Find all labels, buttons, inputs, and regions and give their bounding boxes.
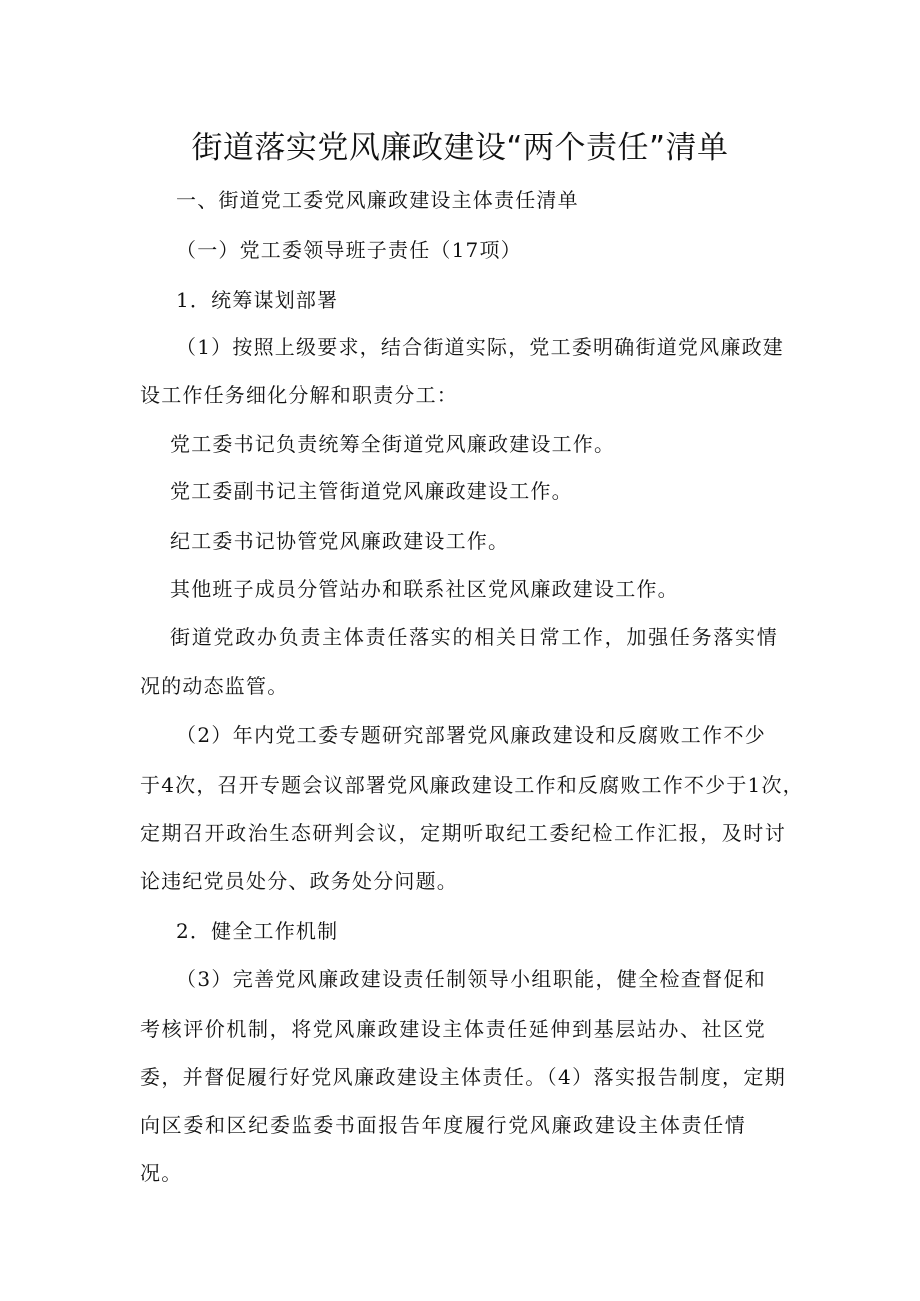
item2-heading: 2．健全工作机制: [176, 919, 339, 943]
section-heading: 一、街道党工委党风廉政建设主体责任清单: [176, 188, 579, 212]
item1-para2-line2: 于4次，召开专题会议部署党风廉政建设工作和反腐败工作不少于1次，: [140, 773, 804, 797]
duty-line-3: 纪工委书记协管党风廉政建设工作。: [170, 529, 510, 553]
duty-line-1: 党工委书记负责统筹全街道党风廉政建设工作。: [170, 432, 616, 456]
item1-heading: 1．统筹谋划部署: [176, 288, 339, 312]
office-line-1: 街道党政办负责主体责任落实的相关日常工作，加强任务落实情: [170, 625, 778, 649]
office-line-2: 况的动态监管。: [140, 674, 289, 698]
item1-para2-line4: 论违纪党员处分、政务处分问题。: [140, 869, 458, 893]
duty-line-4: 其他班子成员分管站办和联系社区党风廉政建设工作。: [170, 577, 679, 601]
item2-para1-line1: （3）完善党风廉政建设责任制领导小组职能，健全检查督促和: [176, 967, 766, 991]
item1-para1-line2: 设工作任务细化分解和职责分工：: [140, 383, 458, 407]
item1-para2-line1: （2）年内党工委专题研究部署党风廉政建设和反腐败工作不少: [176, 723, 766, 747]
item1-para2-line3: 定期召开政治生态研判会议，定期听取纪工委纪检工作汇报，及时讨: [140, 821, 786, 845]
item2-para1-line2: 考核评价机制，将党风廉政建设主体责任延伸到基层站办、社区党: [140, 1017, 766, 1041]
item1-para1-line1: （1）按照上级要求，结合街道实际，党工委明确街道党风廉政建: [176, 335, 784, 359]
item2-para1-line5: 况。: [140, 1161, 183, 1185]
duty-line-2: 党工委副书记主管街道党风廉政建设工作。: [170, 479, 573, 503]
item2-para1-line3: 委，并督促履行好党风廉政建设主体责任。（4）落实报告制度，定期: [140, 1065, 786, 1089]
subsection-heading: （一）党工委领导班子责任（17项）: [176, 238, 522, 262]
item2-para1-line4: 向区委和区纪委监委书面报告年度履行党风廉政建设主体责任情: [140, 1113, 746, 1137]
document-title: 街道落实党风廉政建设“两个责任”清单: [191, 130, 729, 166]
